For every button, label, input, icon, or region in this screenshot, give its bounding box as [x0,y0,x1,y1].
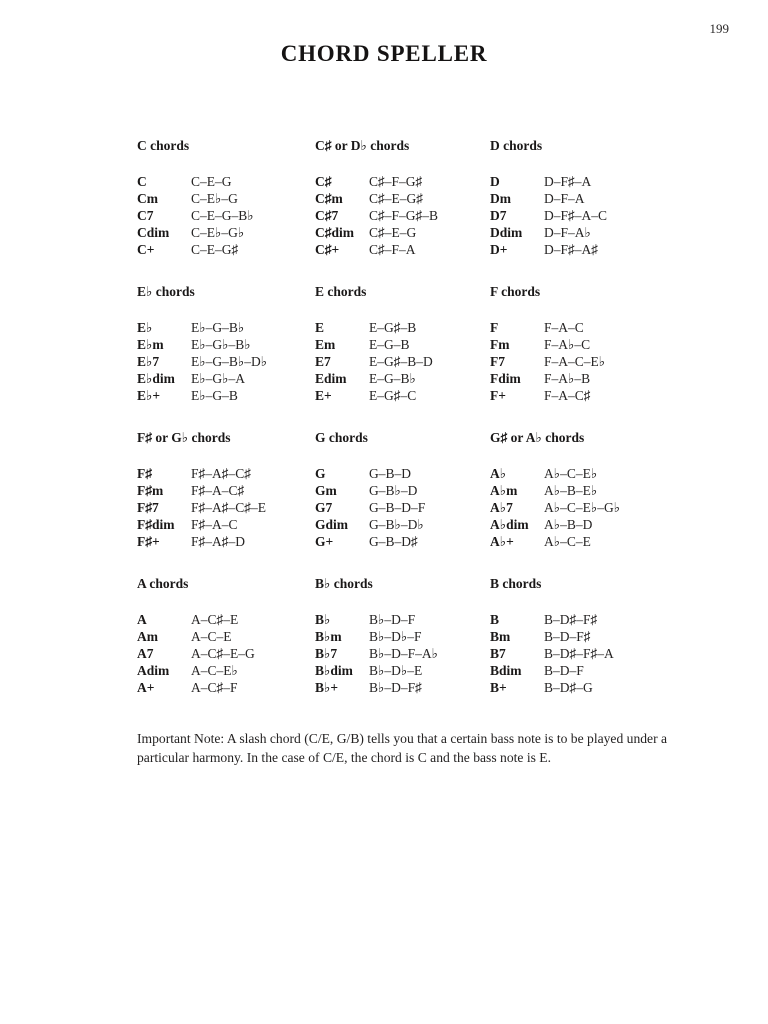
chord-name: B♭7 [315,646,338,661]
chord-grid [137,138,718,722]
chord-name: F♯+ [137,534,160,549]
chord-group-header: C♯ or D♭ chords [315,138,410,153]
chord-entry-list [315,173,490,258]
chord-entry [490,679,718,696]
chord-name: A7 [137,646,154,661]
chord-entry [137,224,315,241]
chord-name: E♭+ [137,388,161,403]
chord-entry [315,224,490,241]
chord-name: F7 [490,354,505,369]
chord-notes: E♭–G–B♭–D♭ [191,354,268,369]
chord-name: E+ [315,388,332,403]
chord-notes: F♯–A♯–D [191,534,246,549]
chord-name: Cdim [137,225,170,240]
chord-entry [137,499,315,516]
chord-entry [490,611,718,628]
chord-entry [137,353,315,370]
chord-notes: C♯–E–G♯ [369,191,423,206]
chord-name: C♯m [315,191,343,206]
chord-name: E♭ [137,320,153,335]
chord-name: C [137,174,147,189]
chord-entry [315,679,490,696]
chord-entry [137,662,315,679]
chord-name: Bm [490,629,511,644]
chord-group-header: C chords [137,138,190,153]
chord-name: C+ [137,242,155,257]
chord-name: A♭+ [490,534,514,549]
chord-notes: B–D♯–G [544,680,593,695]
chord-name: D+ [490,242,508,257]
chord-group-header: E♭ chords [137,284,195,299]
chord-entry [490,319,718,336]
chord-entry [315,482,490,499]
chord-entry [490,370,718,387]
chord-name: E [315,320,325,335]
chord-notes: E–G♯–B [369,320,417,335]
chord-name: F♯dim [137,517,175,532]
chord-name: B♭dim [315,663,353,678]
chord-entry [137,370,315,387]
chord-group [490,284,718,404]
chord-name: Dm [490,191,511,206]
chord-notes: B–D–F♯ [544,629,591,644]
chord-notes: F♯–A–C♯ [191,483,245,498]
chord-notes: A–C♯–E [191,612,239,627]
chord-entry [137,241,315,258]
chord-name: E♭7 [137,354,160,369]
chord-notes: A♭–C–E [544,534,591,549]
chord-name: F♯ [137,466,152,481]
chord-group [137,430,315,550]
chord-notes: E–G♯–B–D [369,354,433,369]
chord-notes: E–G–B♭ [369,371,416,386]
chord-group [490,138,718,258]
chord-group [137,576,315,696]
chord-entry [315,173,490,190]
chord-name: F+ [490,388,506,403]
chord-entry [490,516,718,533]
chord-entry [137,319,315,336]
chord-entry [137,533,315,550]
chord-notes: C–E–G♯ [191,242,239,257]
chord-group [315,284,490,404]
chord-name: Cm [137,191,158,206]
chord-name: Gdim [315,517,349,532]
chord-notes: B♭–D–F♯ [369,680,422,695]
chord-name: E♭dim [137,371,175,386]
chord-entry [315,336,490,353]
chord-entry [490,662,718,679]
chord-entry-list [137,611,315,696]
chord-name: B♭ [315,612,331,627]
page-number: 199 [709,21,729,36]
chord-entry [137,516,315,533]
chord-notes: C–E♭–G♭ [191,225,245,240]
chord-name: D [490,174,500,189]
chord-name: A♭7 [490,500,513,515]
chord-entry [315,628,490,645]
chord-name: C♯+ [315,242,340,257]
chord-name: A♭ [490,466,507,481]
important-note: Important Note: A slash chord (C/E, G/B) tells you that a certain bass note is to be played under a particular harmony. In the case of C/E, the chord is C and the bass note is E. [137,731,668,765]
chord-name: Adim [137,663,170,678]
chord-name: Em [315,337,336,352]
chord-notes: C♯–E–G [369,225,417,240]
chord-name: Gm [315,483,337,498]
chord-entry [315,499,490,516]
chord-entry-list [315,319,490,404]
chord-entry [315,241,490,258]
chord-notes: G–B–D♯ [369,534,418,549]
chord-entry [490,465,718,482]
chord-notes: C–E–G–B♭ [191,208,254,223]
chord-name: B [490,612,500,627]
chord-name: C7 [137,208,154,223]
chord-notes: C–E♭–G [191,191,238,206]
chord-name: F♯m [137,483,164,498]
chord-entry-list [137,173,315,258]
chord-name: B♭+ [315,680,339,695]
chord-name: B+ [490,680,507,695]
chord-group-header: B♭ chords [315,576,373,591]
chord-entry [315,387,490,404]
chord-name: A [137,612,147,627]
chord-entry [490,336,718,353]
chord-group-header: E chords [315,284,367,299]
chord-name: D7 [490,208,507,223]
chord-entry [315,190,490,207]
chord-notes: E–G♯–C [369,388,417,403]
chord-entry [490,628,718,645]
chord-group-header: D chords [490,138,543,153]
chord-entry [490,207,718,224]
chord-entry [490,499,718,516]
chord-name: B7 [490,646,506,661]
chord-entry [315,533,490,550]
chord-entry [315,353,490,370]
chord-notes: A–C–E♭ [191,663,238,678]
chord-name: G [315,466,326,481]
chord-name: Am [137,629,158,644]
chord-entry [490,190,718,207]
chord-entry-list [490,319,718,404]
chord-entry [137,628,315,645]
chord-entry-list [315,465,490,550]
chord-group [315,576,490,696]
chord-name: F♯7 [137,500,159,515]
chord-notes: A♭–C–E♭–G♭ [544,500,621,515]
chord-entry [315,662,490,679]
chord-entry [315,370,490,387]
chord-notes: F–A–C [544,320,584,335]
chord-name: B♭m [315,629,342,644]
chord-name: C♯7 [315,208,339,223]
chord-notes: G–B–D [369,466,412,481]
chord-notes: F♯–A♯–C♯–E [191,500,267,515]
chord-entry [315,319,490,336]
chord-name: A♭dim [490,517,529,532]
chord-entry [315,645,490,662]
chord-notes: E–G–B [369,337,410,352]
chord-entry [490,533,718,550]
chord-group-header: G♯ or A♭ chords [490,430,585,445]
chord-group-header: G chords [315,430,368,445]
chord-notes: A–C♯–F [191,680,238,695]
chord-entry [137,679,315,696]
chord-group-header: F chords [490,284,541,299]
chord-entry-list [490,611,718,696]
chord-notes: F–A♭–C [544,337,591,352]
chord-notes: A♭–B–D [544,517,593,532]
chord-notes: F♯–A–C [191,517,238,532]
chord-notes: C♯–F–G♯ [369,174,423,189]
chord-notes: E♭–G–B [191,388,238,403]
chord-notes: B–D♯–F♯ [544,612,598,627]
chord-entry-list [490,173,718,258]
chord-entry [315,465,490,482]
chord-name: A♭m [490,483,518,498]
chord-entry [315,611,490,628]
chord-entry [137,173,315,190]
chord-notes: E♭–G–B♭ [191,320,245,335]
chord-notes: B♭–D♭–E [369,663,423,678]
chord-entry [137,482,315,499]
chord-entry [137,387,315,404]
chord-entry [315,516,490,533]
chord-group-header: B chords [490,576,542,591]
chord-group [137,138,315,258]
chord-notes: F♯–A♯–C♯ [191,466,252,481]
chord-notes: D–F–A♭ [544,225,591,240]
chord-name: A+ [137,680,155,695]
chord-name: Fdim [490,371,521,386]
chord-notes: G–B♭–D♭ [369,517,424,532]
chord-notes: A–C–E [191,629,232,644]
chord-entry [490,645,718,662]
chord-notes: C–E–G [191,174,232,189]
chord-notes: F–A♭–B [544,371,591,386]
chord-notes: B–D♯–F♯–A [544,646,614,661]
chord-entry [315,207,490,224]
chord-notes: D–F♯–A [544,174,592,189]
chord-notes: F–A–C♯ [544,388,591,403]
chord-entry [137,207,315,224]
chord-group [490,576,718,696]
chord-name: G7 [315,500,333,515]
chord-name: E♭m [137,337,164,352]
chord-entry-list [315,611,490,696]
page-title: CHORD SPELLER [280,41,488,66]
chord-entry [490,387,718,404]
chord-name: C♯dim [315,225,355,240]
chord-name: F [490,320,499,335]
chord-notes: A–C♯–E–G [191,646,255,661]
chord-name: Bdim [490,663,522,678]
chord-entry [137,465,315,482]
chord-entry [490,482,718,499]
chord-group [315,430,490,550]
chord-notes: A♭–C–E♭ [544,466,598,481]
chord-notes: D–F♯–A–C [544,208,608,223]
chord-name: E7 [315,354,331,369]
chord-notes: A♭–B–E♭ [544,483,598,498]
chord-name: G+ [315,534,334,549]
chord-entry [137,336,315,353]
chord-notes: D–F–A [544,191,585,206]
chord-name: Ddim [490,225,523,240]
chord-name: C♯ [315,174,332,189]
chord-notes: D–F♯–A♯ [544,242,599,257]
chord-notes: E♭–G♭–B♭ [191,337,251,352]
chord-notes: B♭–D♭–F [369,629,422,644]
chord-entry-list [137,319,315,404]
chord-notes: B–D–F [544,663,584,678]
chord-entry [137,190,315,207]
chord-group [137,284,315,404]
chord-group-header: F♯ or G♭ chords [137,430,231,445]
chord-notes: G–B–D–F [369,500,426,515]
chord-entry [490,353,718,370]
chord-notes: F–A–C–E♭ [544,354,606,369]
chord-entry [490,173,718,190]
chord-notes: E♭–G♭–A [191,371,245,386]
chord-notes: C♯–F–G♯–B [369,208,439,223]
chord-entry-list [137,465,315,550]
chord-notes: C♯–F–A [369,242,416,257]
chord-notes: G–B♭–D [369,483,418,498]
chord-notes: B♭–D–F–A♭ [369,646,438,661]
chord-group [490,430,718,550]
chord-entry [137,611,315,628]
chord-group-header: A chords [137,576,189,591]
chord-entry [490,241,718,258]
chord-entry-list [490,465,718,550]
chord-group [315,138,490,258]
chord-entry [137,645,315,662]
chord-name: Edim [315,371,347,386]
chord-name: Fm [490,337,510,352]
chord-entry [490,224,718,241]
chord-notes: B♭–D–F [369,612,416,627]
